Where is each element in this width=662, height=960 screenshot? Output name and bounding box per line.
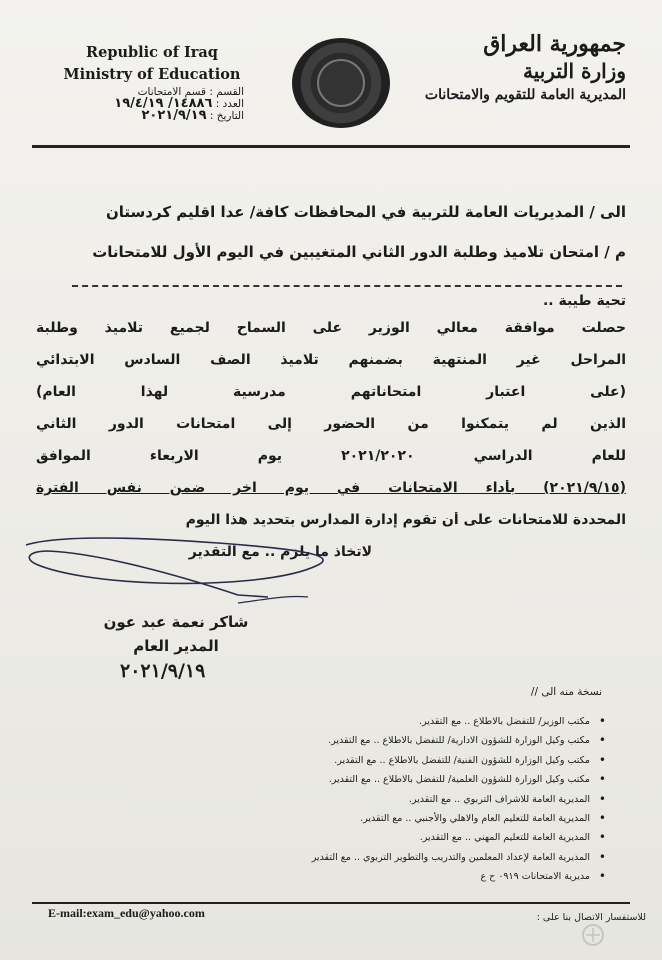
signatory-name: شاكر نعمة عبد عون	[103, 613, 249, 631]
ministry-seal-emblem	[292, 38, 390, 128]
copy-item: • مكتب وكيل الوزارة للشؤون العلمية/ للتفضل بالاطلاع .. مع التقدير.	[90, 770, 590, 789]
body-line-2: المراحل غير المنتهية بضمنهم تلاميذ الصف السادس الابتدائي	[36, 352, 626, 368]
signature-scribble	[18, 525, 378, 605]
english-ministry: Ministry of Education	[63, 66, 241, 83]
footer-inquiry: للاستفسار الاتصال بنا على :	[536, 912, 646, 923]
copy-item: • مكتب وكيل الوزارة للشؤون الادارية/ للتفضل بالاطلاع .. مع التقدير.	[90, 731, 590, 750]
date-value: ٢٠٢١/٩/١٩	[141, 108, 207, 123]
header-divider	[32, 145, 630, 148]
emblem-center	[317, 59, 365, 107]
number-label: العدد :	[215, 98, 244, 110]
greeting: تحية طيبة ..	[542, 293, 626, 309]
section-label: القسم : قسم الامتحانات	[137, 86, 244, 98]
copy-item: • مديرية الامتحانات ٠٩١٩ ح ع	[90, 867, 590, 886]
arabic-ministry: وزارة التربية	[522, 59, 626, 83]
subject-line: م / امتحان تلاميذ وطلبة الدور الثاني المتغيبين في اليوم الأول للامتحانات	[92, 243, 626, 261]
copies-label: نسخة منه الى //	[530, 686, 602, 698]
dotted-separator	[72, 285, 622, 287]
copy-item: • المديرية العامة لإعداد المعلمين والتدريب والتطوير التربوي .. مع التقدير	[90, 848, 590, 867]
footer-divider	[32, 902, 630, 904]
date-label: التاريخ :	[209, 110, 244, 122]
number-value: ١٤٨٨٦/ ١٩/٤/١٩	[114, 96, 213, 111]
body-line-7: المحددة للامتحانات على أن تقوم إدارة المدارس بتحديد هذا اليوم	[185, 512, 626, 528]
reference-block	[64, 86, 244, 122]
copy-item: • المديرية العامة للتعليم العام والاهلي والأجنبي .. مع التقدير.	[90, 809, 590, 828]
arabic-country: جمهورية العراق	[483, 31, 626, 57]
body-line-4: الذين لم يتمكنوا من الحضور إلى امتحانات الدور الثاني	[36, 416, 626, 432]
copy-item: • المديرية العامة للتعليم المهني .. مع التقدير.	[90, 828, 590, 847]
copies-list	[90, 712, 606, 887]
footer-email: E-mail:exam_edu@yahoo.com	[48, 906, 205, 920]
watermark-icon	[580, 922, 616, 948]
body-line-8: لاتخاذ ما يلزم .. مع التقدير	[188, 544, 372, 560]
english-country: Republic of Iraq	[86, 44, 218, 61]
arabic-directorate: المديرية العامة للتقويم والامتحانات	[424, 87, 626, 103]
copy-item: • مكتب وكيل الوزارة للشؤون الفنية/ للتفضل بالاطلاع .. مع التقدير.	[90, 751, 590, 770]
arabic-letterhead	[386, 30, 626, 106]
english-letterhead	[52, 42, 252, 86]
signature-date: ٢٠٢١/٩/١٩	[120, 660, 206, 682]
body-line-6: (٢٠٢١/٩/١٥) بأداء الامتحانات في يوم اخر ضمن نفس الفترة	[36, 480, 626, 496]
copy-item: • مكتب الوزير/ للتفضل بالاطلاع .. مع التقدير.	[90, 712, 590, 731]
body-line-3: (على اعتبار امتحاناتهم مدرسية لهذا العام)	[36, 384, 626, 400]
copy-item: • المديرية العامة للاشراف التربوي .. مع التقدير.	[90, 790, 590, 809]
body-line-5: للعام الدراسي ٢٠٢١/٢٠٢٠ يوم الاربعاء الموافق	[36, 448, 626, 464]
recipient-line: الى / المديريات العامة للتربية في المحافظات كافة/ عدا اقليم كردستان	[105, 203, 626, 221]
signatory-title: المدير العام	[133, 637, 219, 655]
body-line-1: حصلت موافقة معالي الوزير على السماح لجميع تلاميذ وطلبة	[36, 320, 626, 336]
signatory-block	[86, 610, 266, 658]
